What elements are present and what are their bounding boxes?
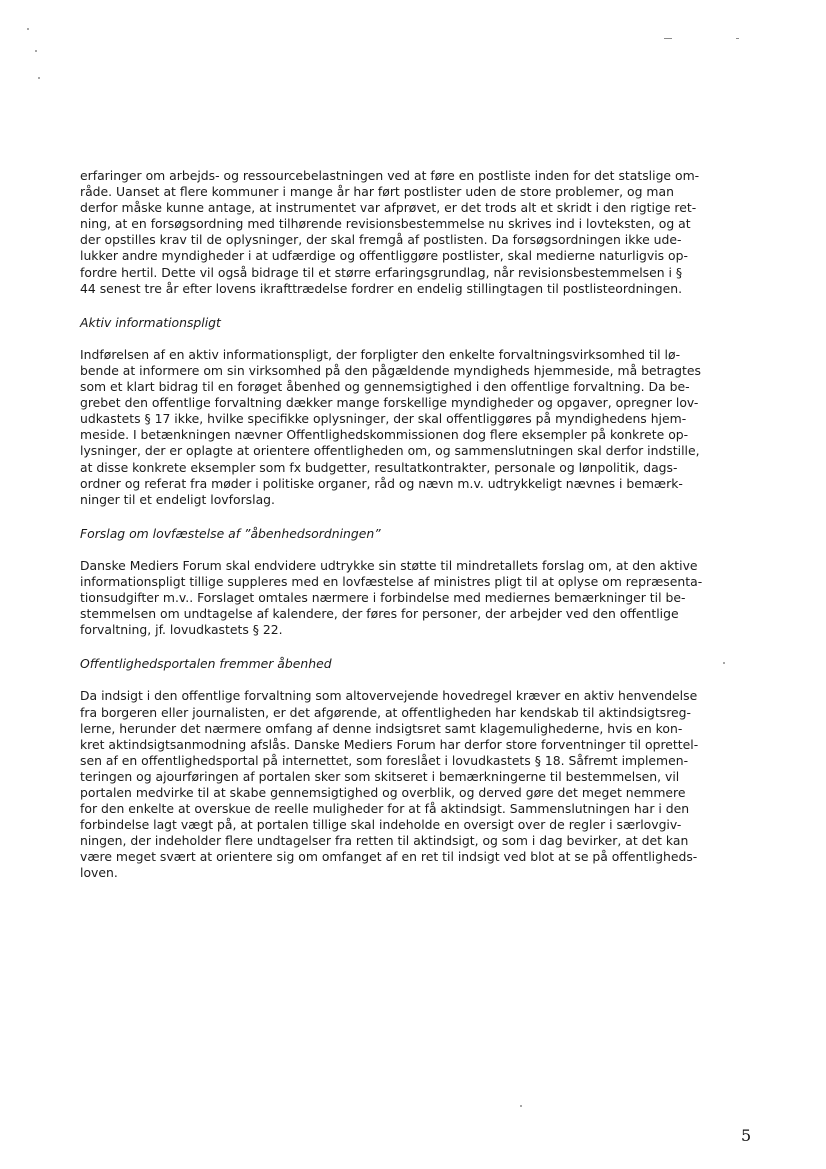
text-line: som et klart bidrag til en forøget åbenhed og gennemsigtighed i den offentlige forvaltning. Da be- bbox=[80, 379, 690, 395]
text-line: forvaltning, jf. lovudkastets § 22. bbox=[80, 622, 283, 638]
text-line: informationspligt tillige suppleres med en lovfæstelse af ministres pligt til at oplyse om repræsenta- bbox=[80, 573, 703, 589]
text-line: at disse konkrete eksempler som fx budgetter, resultatkontrakter, personale og lønpolitik, dags- bbox=[80, 459, 678, 475]
text-line: Da indsigt i den offentlige forvaltning som altovervejende hovedregel kræver en aktiv henvendelse bbox=[80, 688, 698, 704]
text-line: Danske Mediers Forum skal endvidere udtrykke sin støtte til mindretallets forslag om, at den aktive bbox=[80, 557, 698, 573]
paragraph-aktiv-informationspligt bbox=[80, 347, 752, 508]
text-line: ninger til et endeligt lovforslag. bbox=[80, 491, 275, 507]
text-line: ordner og referat fra møder i politiske organer, råd og nævn m.v. udtrykkeligt nævnes i bemærk- bbox=[80, 475, 683, 491]
paragraph-offentlighedsportalen bbox=[80, 688, 752, 881]
paragraph-lovfaestelse bbox=[80, 558, 752, 638]
text-line: grebet den offentlige forvaltning dækker mange forskellige myndigheder og opgaver, opregner lov- bbox=[80, 395, 699, 411]
text-line: være meget svært at orientere sig om omfanget af en ret til indsigt ved blot at se på offentligheds- bbox=[80, 849, 698, 865]
section-heading-lovfaestelse: Forslag om lovfæstelse af ”åbenhedsordningen” bbox=[80, 525, 381, 541]
section-heading-aktiv-informationspligt: Aktiv informationspligt bbox=[80, 314, 221, 330]
text-line: lukker andre myndigheder i at udfærdige og offentliggøre postlister, skal medierne naturligvis op- bbox=[80, 248, 688, 264]
text-line: bende at informere om sin virksomhed på den pågældende myndigheds hjemmeside, må betragtes bbox=[80, 362, 701, 378]
paragraph-postliste bbox=[80, 168, 752, 297]
text-line: lerne, herunder det nærmere omfang af denne indsigtsret samt klagemulighederne, hvis en kon- bbox=[80, 720, 683, 736]
scan-speck bbox=[35, 50, 37, 52]
text-line: for den enkelte at overskue de reelle muligheder for at få aktindsigt. Sammenslutningen har i den bbox=[80, 801, 690, 817]
text-line: derfor måske kunne antage, at instrumentet var afprøvet, er det trods alt et skridt i den rigtige ret- bbox=[80, 200, 697, 216]
page-number: 5 bbox=[741, 1126, 752, 1145]
section-heading-offentlighedsportalen: Offentlighedsportalen fremmer åbenhed bbox=[80, 656, 332, 672]
text-line: teringen og ajourføringen af portalen sker som skitseret i bemærkningerne til bestemmelsen, vil bbox=[80, 768, 680, 784]
text-line: fra borgeren eller journalisten, er det afgørende, at offentligheden har kendskab til aktindsigtsreg- bbox=[80, 704, 691, 720]
text-line: udkastets § 17 ikke, hvilke specifikke oplysninger, der skal offentliggøres på myndighedens hjem- bbox=[80, 411, 687, 427]
text-line: kret aktindsigtsanmodning afslås. Danske Mediers Forum har derfor store forventninger til oprettel- bbox=[80, 736, 699, 752]
text-line: 44 senest tre år efter lovens ikrafttrædelse fordrer en endelig stillingtagen til postlisteordningen. bbox=[80, 280, 683, 296]
text-line: råde. Uanset at flere kommuner i mange år har ført postlister uden de store problemer, og man bbox=[80, 184, 674, 200]
text-line: fordre hertil. Dette vil også bidrage til et større erfaringsgrundlag, når revisionsbestemmelsen i § bbox=[80, 264, 683, 280]
scan-speck bbox=[520, 1105, 522, 1107]
scan-speck bbox=[27, 28, 29, 30]
text-line: ningen, der indeholder flere undtagelser fra retten til aktindsigt, og som i dag bevirker, at det kan bbox=[80, 833, 689, 849]
text-line: portalen medvirke til at skabe gennemsigtighed og overblik, og derved gøre det meget nemmere bbox=[80, 785, 686, 800]
text-line: ning, at en forsøgsordning med tilhørende revisionsbestemmelse nu skrives ind i lovteksten, og at bbox=[80, 216, 691, 232]
scan-speck bbox=[736, 38, 739, 39]
text-line: stemmelsen om undtagelse af kalendere, der føres for personer, der arbejder ved den offentlige bbox=[80, 606, 679, 622]
text-line: lysninger, der er oplagte at orientere offentligheden om, og sammenslutningen skal derfor indstille, bbox=[80, 443, 700, 459]
scan-speck bbox=[664, 38, 672, 39]
text-line: loven. bbox=[80, 865, 118, 881]
scan-speck bbox=[38, 77, 40, 79]
document-body bbox=[80, 168, 752, 882]
text-line: sen af en offentlighedsportal på internettet, som foreslået i lovudkastets § 18. Såfremt implemen- bbox=[80, 752, 689, 768]
text-line: erfaringer om arbejds- og ressourcebelastningen ved at føre en postliste inden for det statslige om- bbox=[80, 168, 700, 183]
text-line: tionsudgifter m.v.. Forslaget omtales nærmere i forbindelse med mediernes bemærkninger til be- bbox=[80, 590, 686, 606]
text-line: forbindelse lagt vægt på, at portalen tillige skal indeholde en oversigt over de regler i særlovgiv- bbox=[80, 817, 682, 833]
text-line: meside. I betænkningen nævner Offentlighedskommissionen dog flere eksempler på konkrete op- bbox=[80, 427, 689, 443]
text-line: Indførelsen af en aktiv informationspligt, der forpligter den enkelte forvaltningsvirksomhed til lø- bbox=[80, 346, 681, 362]
text-line: der opstilles krav til de oplysninger, der skal fremgå af postlisten. Da forsøgsordningen ikke ude- bbox=[80, 232, 682, 248]
